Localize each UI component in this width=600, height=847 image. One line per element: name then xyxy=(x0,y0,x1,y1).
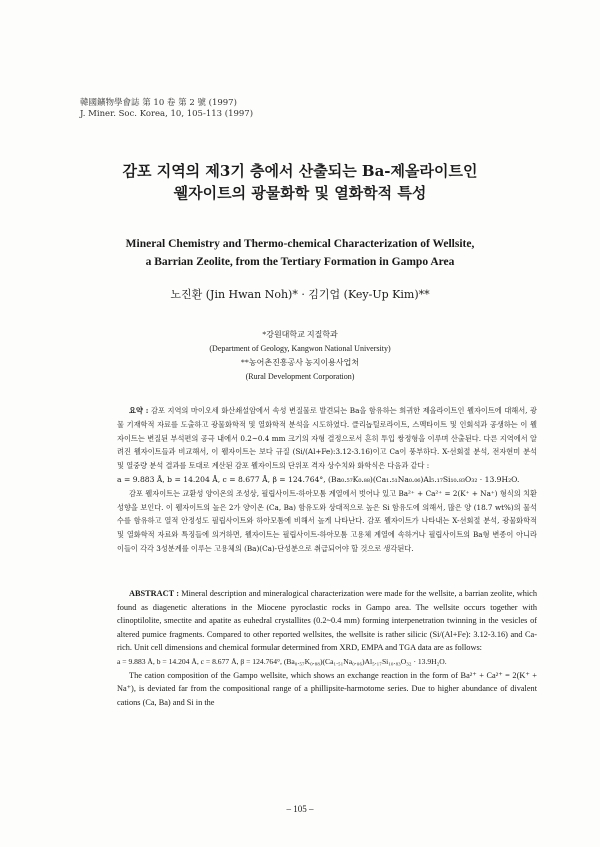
abstract-korean-label: 요약 : xyxy=(129,406,149,415)
abstract-korean-p1: 감포 지역의 마이오세 화산쇄설암에서 속성 변질물로 발견되는 Ba을 함유하는 희귀한 제올라이트인 웰자이트에 대해서, 광물 기재학적 자료를 도출하고 광물화학적 및 열화학적 분석을 시도하였다. 클리놉틸로라이트, 스멕타이트 및 인회석과 공생하는 이 웰자이트는 변질된 부석편의 공극 내에서 0.2~0.4 mm 크기의 자형 결정으로서 흔히 투입 쌍정형을 이루며 산출된다. 다른 지역에서 알려진 웰자이트들과 비교해서, 이 웰자이트는 보다 규질 (Si/(Al+Fe):3.12-3.16)이고 Ca이 풍부하다. X-선회절 분석, 전자현미 분석 및 열중량 분석 결과를 토대로 계산된 감포 웰자이트의 단위포 격자 상수치와 화학식은 다음과 같다 : xyxy=(117,406,537,471)
title-korean-line2: 웰자이트의 광물화학 및 열화학적 특성 xyxy=(173,184,427,202)
title-korean xyxy=(60,160,540,204)
abstract-korean-formula: a = 9.883 Å, b = 14.204 Å, c = 8.677 Å, β = 124.764°, (Ba₀.₅₇K₀.₈₈)(Ca₁.₅₁Na₀.₀₆)Al₅.₁₇Si₁₀.₈₃O₃₂ · 13.9H₂O. xyxy=(117,474,520,484)
authors: 노진환 (Jin Hwan Noh)* · 김기업 (Key-Up Kim)** xyxy=(170,288,430,301)
affiliation-1-en: (Department of Geology, Kangwon National University) xyxy=(209,344,391,353)
affiliation-2-en: (Rural Development Corporation) xyxy=(245,372,355,381)
affiliation-2-ko: **농어촌진흥공사 농지이용사업처 xyxy=(240,358,360,367)
page-number: – 105 – xyxy=(286,804,314,814)
affiliations xyxy=(60,328,540,384)
affiliation-1-ko: *강원대학교 지질학과 xyxy=(262,330,338,339)
title-english-line2: a Barrian Zeolite, from the Tertiary Formation in Gampo Area xyxy=(145,256,455,268)
title-english-line1: Mineral Chemistry and Thermo-chemical Characterization of Wellsite, xyxy=(125,238,475,250)
journal-citation-ko: 韓國鑛物學會誌 第 10 卷 第 2 號 (1997) xyxy=(80,98,237,108)
abstract-english-formula: a = 9.883 Å, b = 14.204 Å, c = 8.677 Å, β = 124.764°, (Ba₀.₅₇K₀.₈₈)(Ca₁.₅₁Na₀.₀₆)Al₅.₁₇Si₁₀.₈₃O₃₂ · 13.9H₂O. xyxy=(117,656,447,666)
journal-citation-en: J. Miner. Soc. Korea, 10, 105-113 (1997) xyxy=(80,109,254,119)
abstract-english-p1: Mineral description and mineralogical characterization were made for the wellsite, a barrian zeolite, which found as diagenetic alterations in the Miocene pyroclastic rocks in Gampo area. The wellsite occurs together with clinoptilolite, smectite and apatite as euhedral crystallites (0.2~0.4 mm) forming interpenetration twinning in the vesicles of altered pumice fragments. Compared to other reported wellsites, the wellsite is rather silicic (Si/(Al+Fe): 3.12-3.16) and Ca-rich. Unit cell dimensions and chemical formular determined from XRD, EMPA and TGA data are as follows: xyxy=(117,589,538,653)
abstract-english-label: ABSTRACT : xyxy=(129,589,180,598)
abstract-english xyxy=(117,587,537,709)
abstract-english-p2: The cation composition of the Gampo wellsite, which shows an exchange reaction in the form of Ba²⁺ + Ca²⁺ = 2(K⁺ + Na⁺), is deviated far from the compositional range of a phillipsite-harmotome series. Due to higher abundance of divalent cations (Ca, Ba) and Si in the xyxy=(117,670,537,707)
journal-header xyxy=(80,98,253,120)
abstract-korean xyxy=(117,404,537,556)
title-english xyxy=(70,235,530,271)
title-korean-line1: 감포 지역의 제3기 층에서 산출되는 Ba-제올라이트인 xyxy=(122,162,478,180)
abstract-korean-p2: 감포 웰자이트는 교환성 양이온의 조성상, 필립사이트-하아모톰 계열에서 벗어나 있고 Ba²⁺ + Ca²⁺ = 2(K⁺ + Na⁺) 형식의 치환 성향을 보인다. 이 웰자이트의 높은 2가 양이온 (Ca, Ba) 함유도와 상대적으로 높은 Si 함유도에 의해서, 많은 양 (18.7 wt%)의 물석수를 함유하고 열적 안정성도 필립사이트와 하아모톰에 비해서 높게 나타난다. 감포 웰자이트가 나타내는 X-선회절 분석, 광물화학적 및 열화학적 자료와 특징들에 의거하면, 웰자이트는 필립사이트-하아모톰 고용체 계열에 속하거나 필립사이트의 Ba형 변종이 아니라 이들이 각각 3성분계를 이루는 고용체의 (Ba)(Ca)-단성분으로 취급되어야 할 것으로 생각된다. xyxy=(117,488,537,553)
